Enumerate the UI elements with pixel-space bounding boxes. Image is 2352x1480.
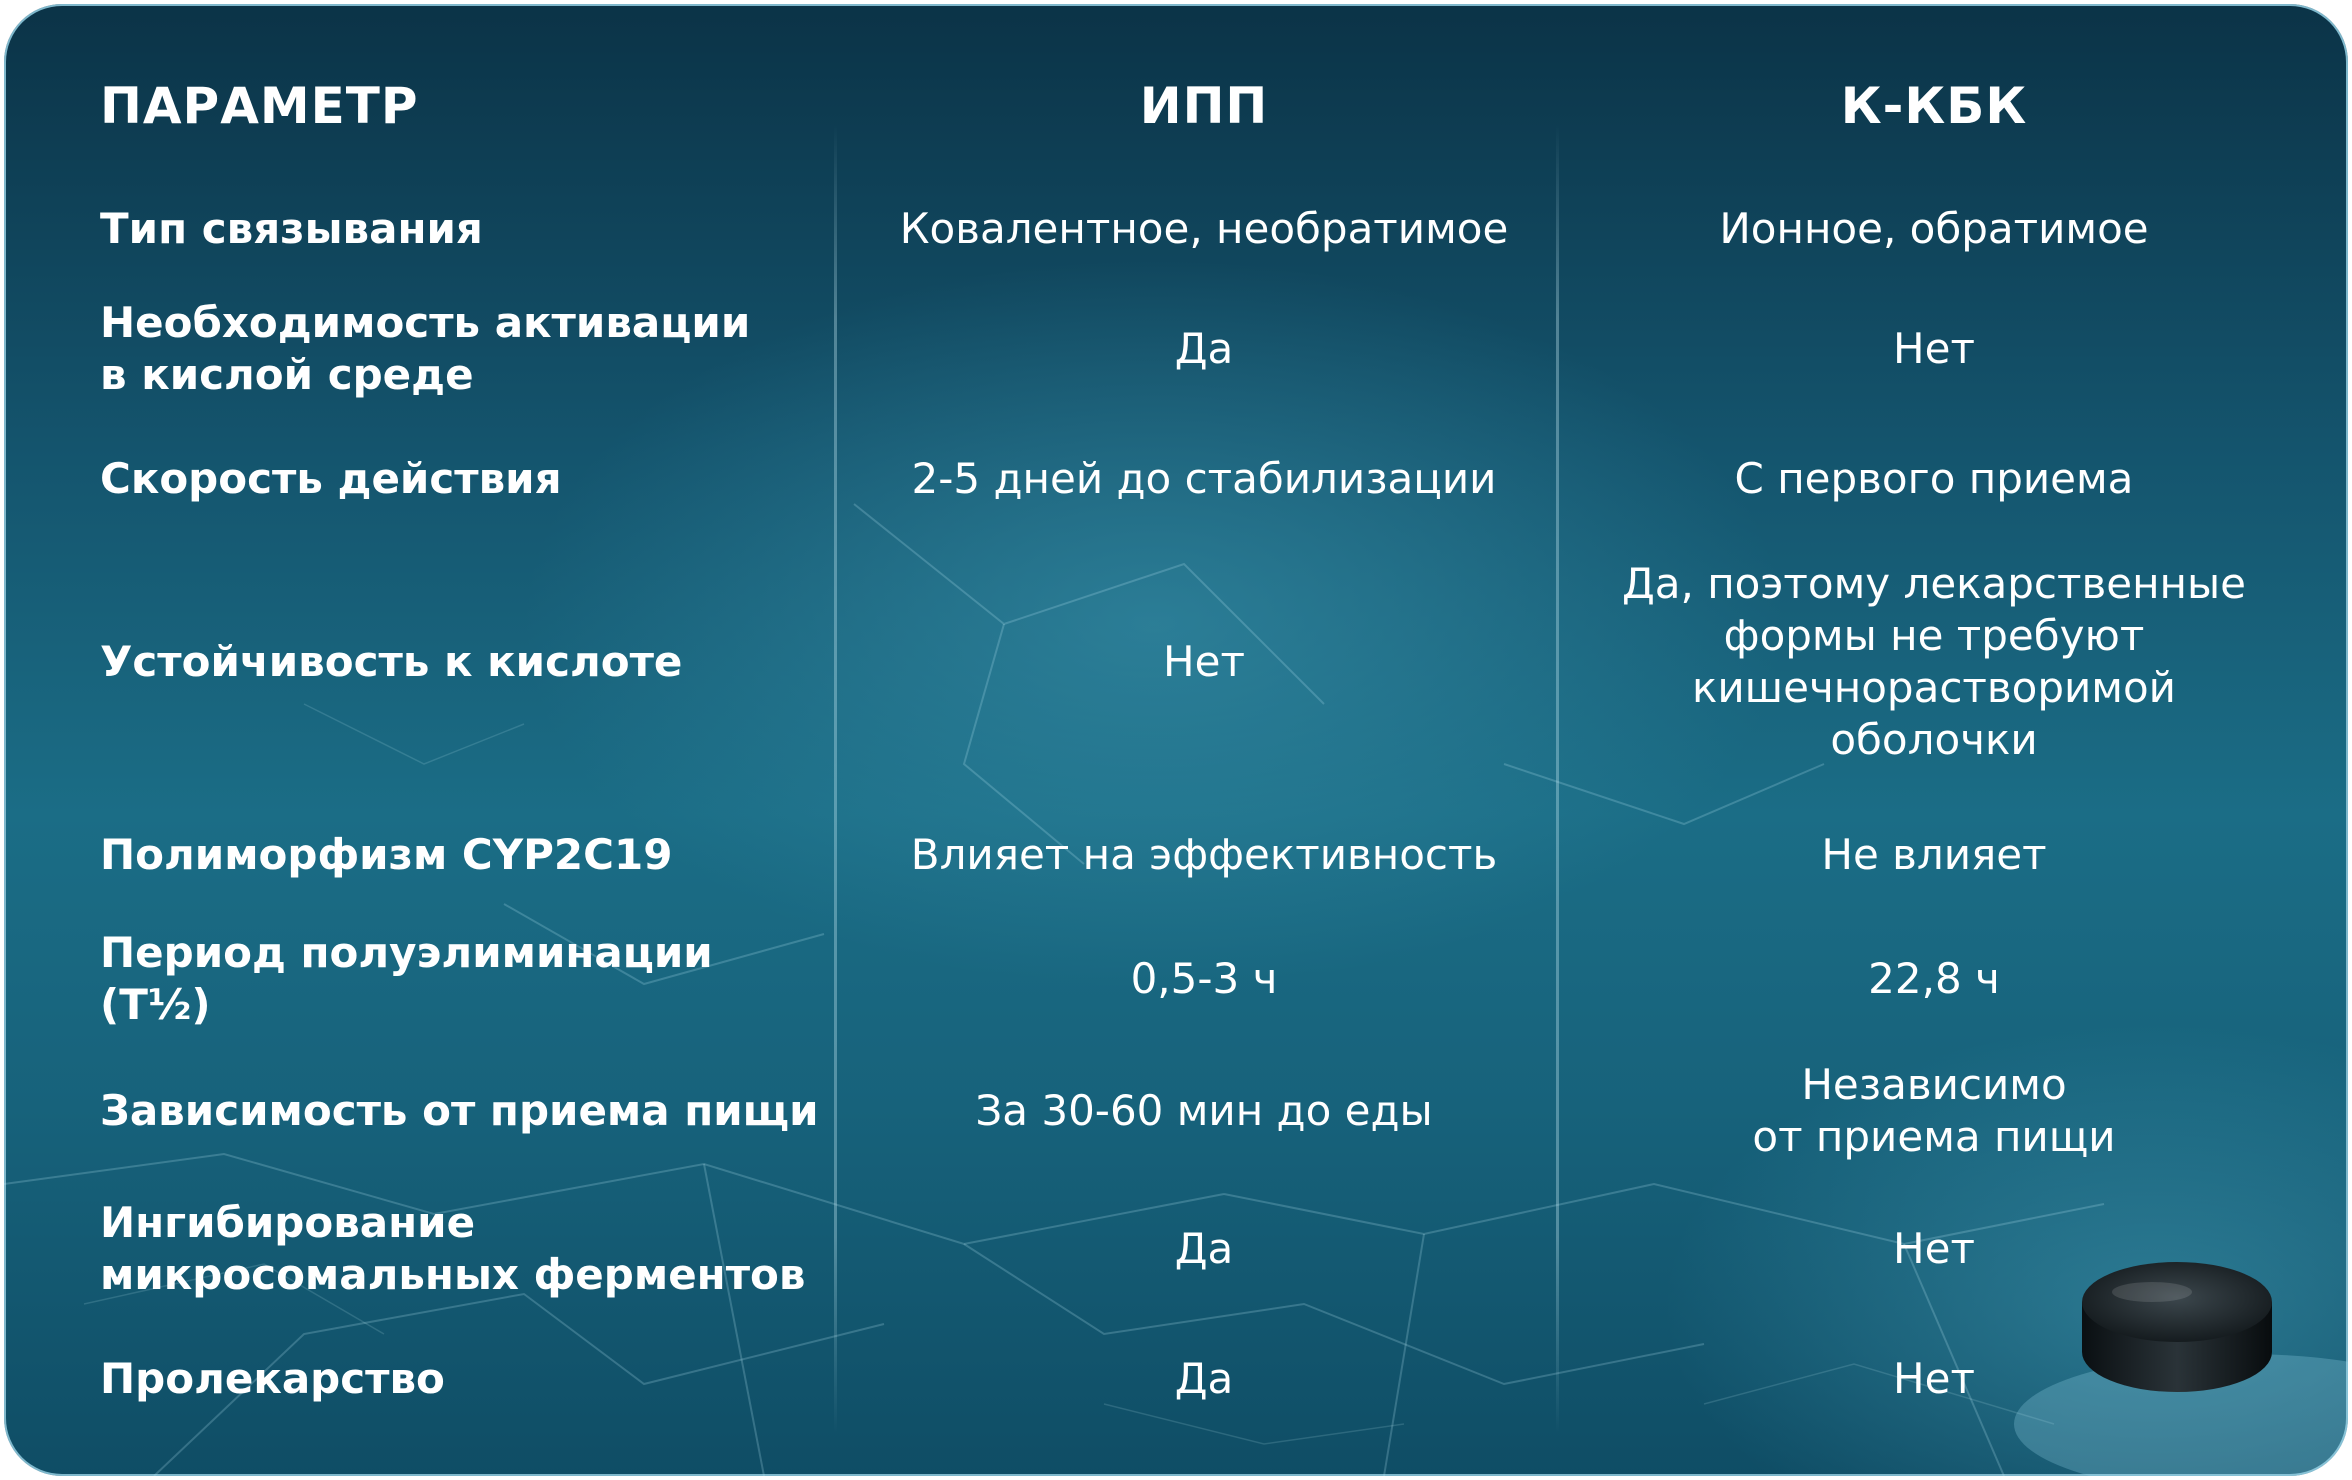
row-value-kkbk: Нет	[1893, 1354, 1975, 1403]
hockey-puck-icon	[2072, 1254, 2282, 1404]
row-param: Ингибирование микросомальных ферментов	[100, 1198, 806, 1299]
row-value-ipp: Ковалентное, необратимое	[899, 204, 1509, 253]
row-param: Необходимость активации в кислой среде	[100, 298, 751, 399]
row-param: Пролекарство	[100, 1354, 445, 1403]
comparison-card	[4, 4, 2348, 1476]
row-value-kkbk: С первого приема	[1734, 454, 2134, 503]
row-value-kkbk: Да, поэтому лекарственные формы не требуют кишечнорастворимой оболочки	[1621, 559, 2247, 764]
row-value-ipp: 2-5 дней до стабилизации	[911, 454, 1497, 503]
row-value-ipp: Нет	[1163, 637, 1245, 686]
row-param: Скорость действия	[100, 454, 562, 503]
row-param: Зависимость от приема пищи	[100, 1086, 819, 1135]
row-value-ipp: За 30-60 мин до еды	[975, 1086, 1433, 1135]
header-kkbk: К-КБК	[1840, 77, 2028, 135]
row-param: Полиморфизм CYP2C19	[100, 830, 673, 879]
header-param: ПАРАМЕТР	[100, 77, 419, 135]
row-value-kkbk: 22,8 ч	[1868, 954, 2000, 1003]
row-param: Период полуэлиминации (T½)	[100, 928, 713, 1029]
header-ipp: ИПП	[1139, 77, 1269, 135]
row-value-ipp: Да	[1174, 324, 1234, 373]
row-value-kkbk: Независимо от приема пищи	[1752, 1060, 2116, 1161]
row-value-kkbk: Нет	[1893, 1224, 1975, 1273]
row-param: Устойчивость к кислоте	[100, 637, 683, 686]
row-value-kkbk: Ионное, обратимое	[1719, 204, 2149, 253]
column-divider-left	[834, 124, 837, 1434]
row-value-kkbk: Нет	[1893, 324, 1975, 373]
row-value-ipp: Да	[1174, 1224, 1234, 1273]
row-value-ipp: Да	[1174, 1354, 1234, 1403]
row-value-kkbk: Не влияет	[1821, 830, 2047, 879]
row-param: Тип связывания	[100, 204, 483, 253]
row-value-ipp: 0,5-3 ч	[1130, 954, 1278, 1003]
row-value-ipp: Влияет на эффективность	[910, 830, 1498, 879]
